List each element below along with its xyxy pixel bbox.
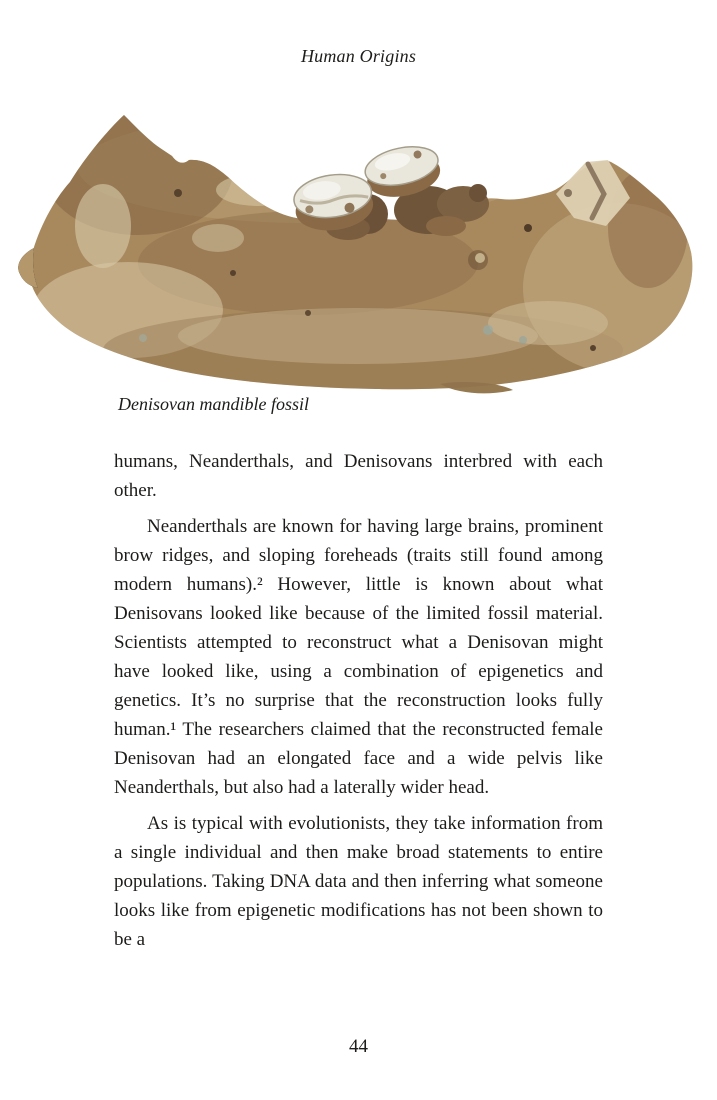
page-number: 44 <box>349 1036 368 1057</box>
fossil-illustration <box>8 98 708 394</box>
denisovan-mandible-photo <box>8 98 708 394</box>
figure-caption: Denisovan mandible fossil <box>118 394 309 414</box>
paragraph-continuation: humans, Neanderthals, and Denisovans interbred with each other. <box>114 451 603 501</box>
body-text <box>114 447 603 961</box>
page-footer <box>0 1036 717 1058</box>
paragraph-evolutionists: As is typical with evolutionists, they take information from a single individual and then make broad statements to entire populations. Taking DNA data and then inferring what someone looks like from epigenetic modifications has not been shown to be a <box>114 813 603 950</box>
running-header-title: Human Origins <box>300 46 417 66</box>
paragraph-neanderthal-traits: Neanderthals are known for having large brains, prominent brow ridges, and sloping foreheads (traits still found among modern humans).² However, little is known about what Denisovans looked like because of the limited fossil material. Scientists attempted to reconstruct what a Denisovan might have looked like, using a combination of epigenetics and genetics. It’s no surprise that the reconstruction looks fully human.¹ The researchers claimed that the reconstructed female Denisovan had an elongated face and a wide pelvis like Neanderthals, but also had a laterally wider head. <box>114 516 603 798</box>
running-header <box>0 46 717 67</box>
